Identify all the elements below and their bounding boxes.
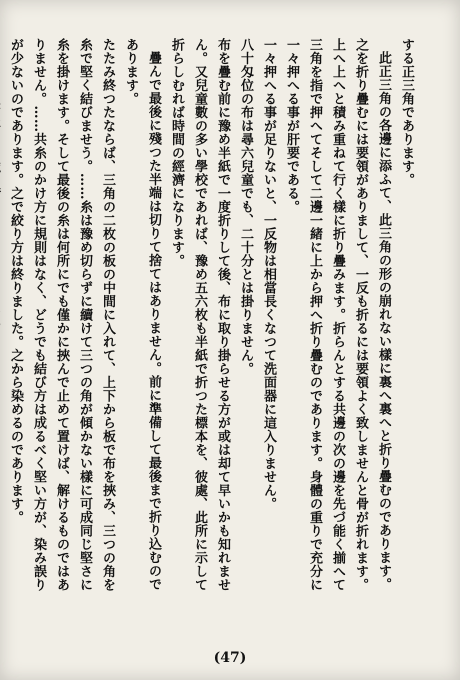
page-number: (47) bbox=[213, 650, 247, 666]
paragraph-7: 疊んで最後に殘つた半端は切りて捨てはありません。前に準備して最後まで折り込むのであります。 bbox=[123, 38, 161, 591]
paragraph-8: たたみ終つたならば、三角の二枚の板の中間に入れて、上下から板で布を挾み、三つの角を糸で堅く結びませう。……糸は豫め切らずに續けて三つの角が傾かない樣に可成同じ堅さに糸を掛けます。そして最後の糸は何所にでも僅かに挾んで止めて置けば、解けるものではありません。……共糸のかけ方に規則はなく、どうでも結び方は成るべく堅い方が、染み誤りが少ないのであります。之で絞り方は終りました。之から染めるのであります。 bbox=[8, 38, 115, 592]
vertical-text-body bbox=[8, 38, 418, 598]
paragraph-6: 布を疊む前に豫め半紙で一度折りして後、布に取り掛らせる方が或は却て早いかも知れません。又兒童數の多い學校であれば、豫め五六枚も半紙で折つた標本を、彼處、此所に示して折らしむれば時間の經濟になります。 bbox=[169, 38, 230, 592]
paragraph-2: 此正三角の各邊に添ふて、此三角の形の崩れない樣に裏へ裏へと折り疊むのであります。之を折り疊むには要領がありまして、一反も折るには要領よく致しませんと骨が折れます。 bbox=[353, 38, 391, 592]
paragraph-1: する正三角であります。 bbox=[399, 38, 414, 187]
paragraph-5: 八十匁位の布は尋六兒童でも、二十分とは掛りません。 bbox=[238, 38, 253, 376]
paragraph-3: 上へ上へと積み重ねて行く樣に折り疊みます。折らんとする共邊の次の邊を先づ能く揃へて三角を指で押へてそして二邊一緒に上から押へ折り疊むのであります。身體の重りで充分に一々押へる事が肝要である。 bbox=[284, 38, 345, 592]
paragraph-4: 一々押へる事が足りないと、一反物は相當長くなつて洗面器に這入りません。 bbox=[261, 38, 276, 511]
